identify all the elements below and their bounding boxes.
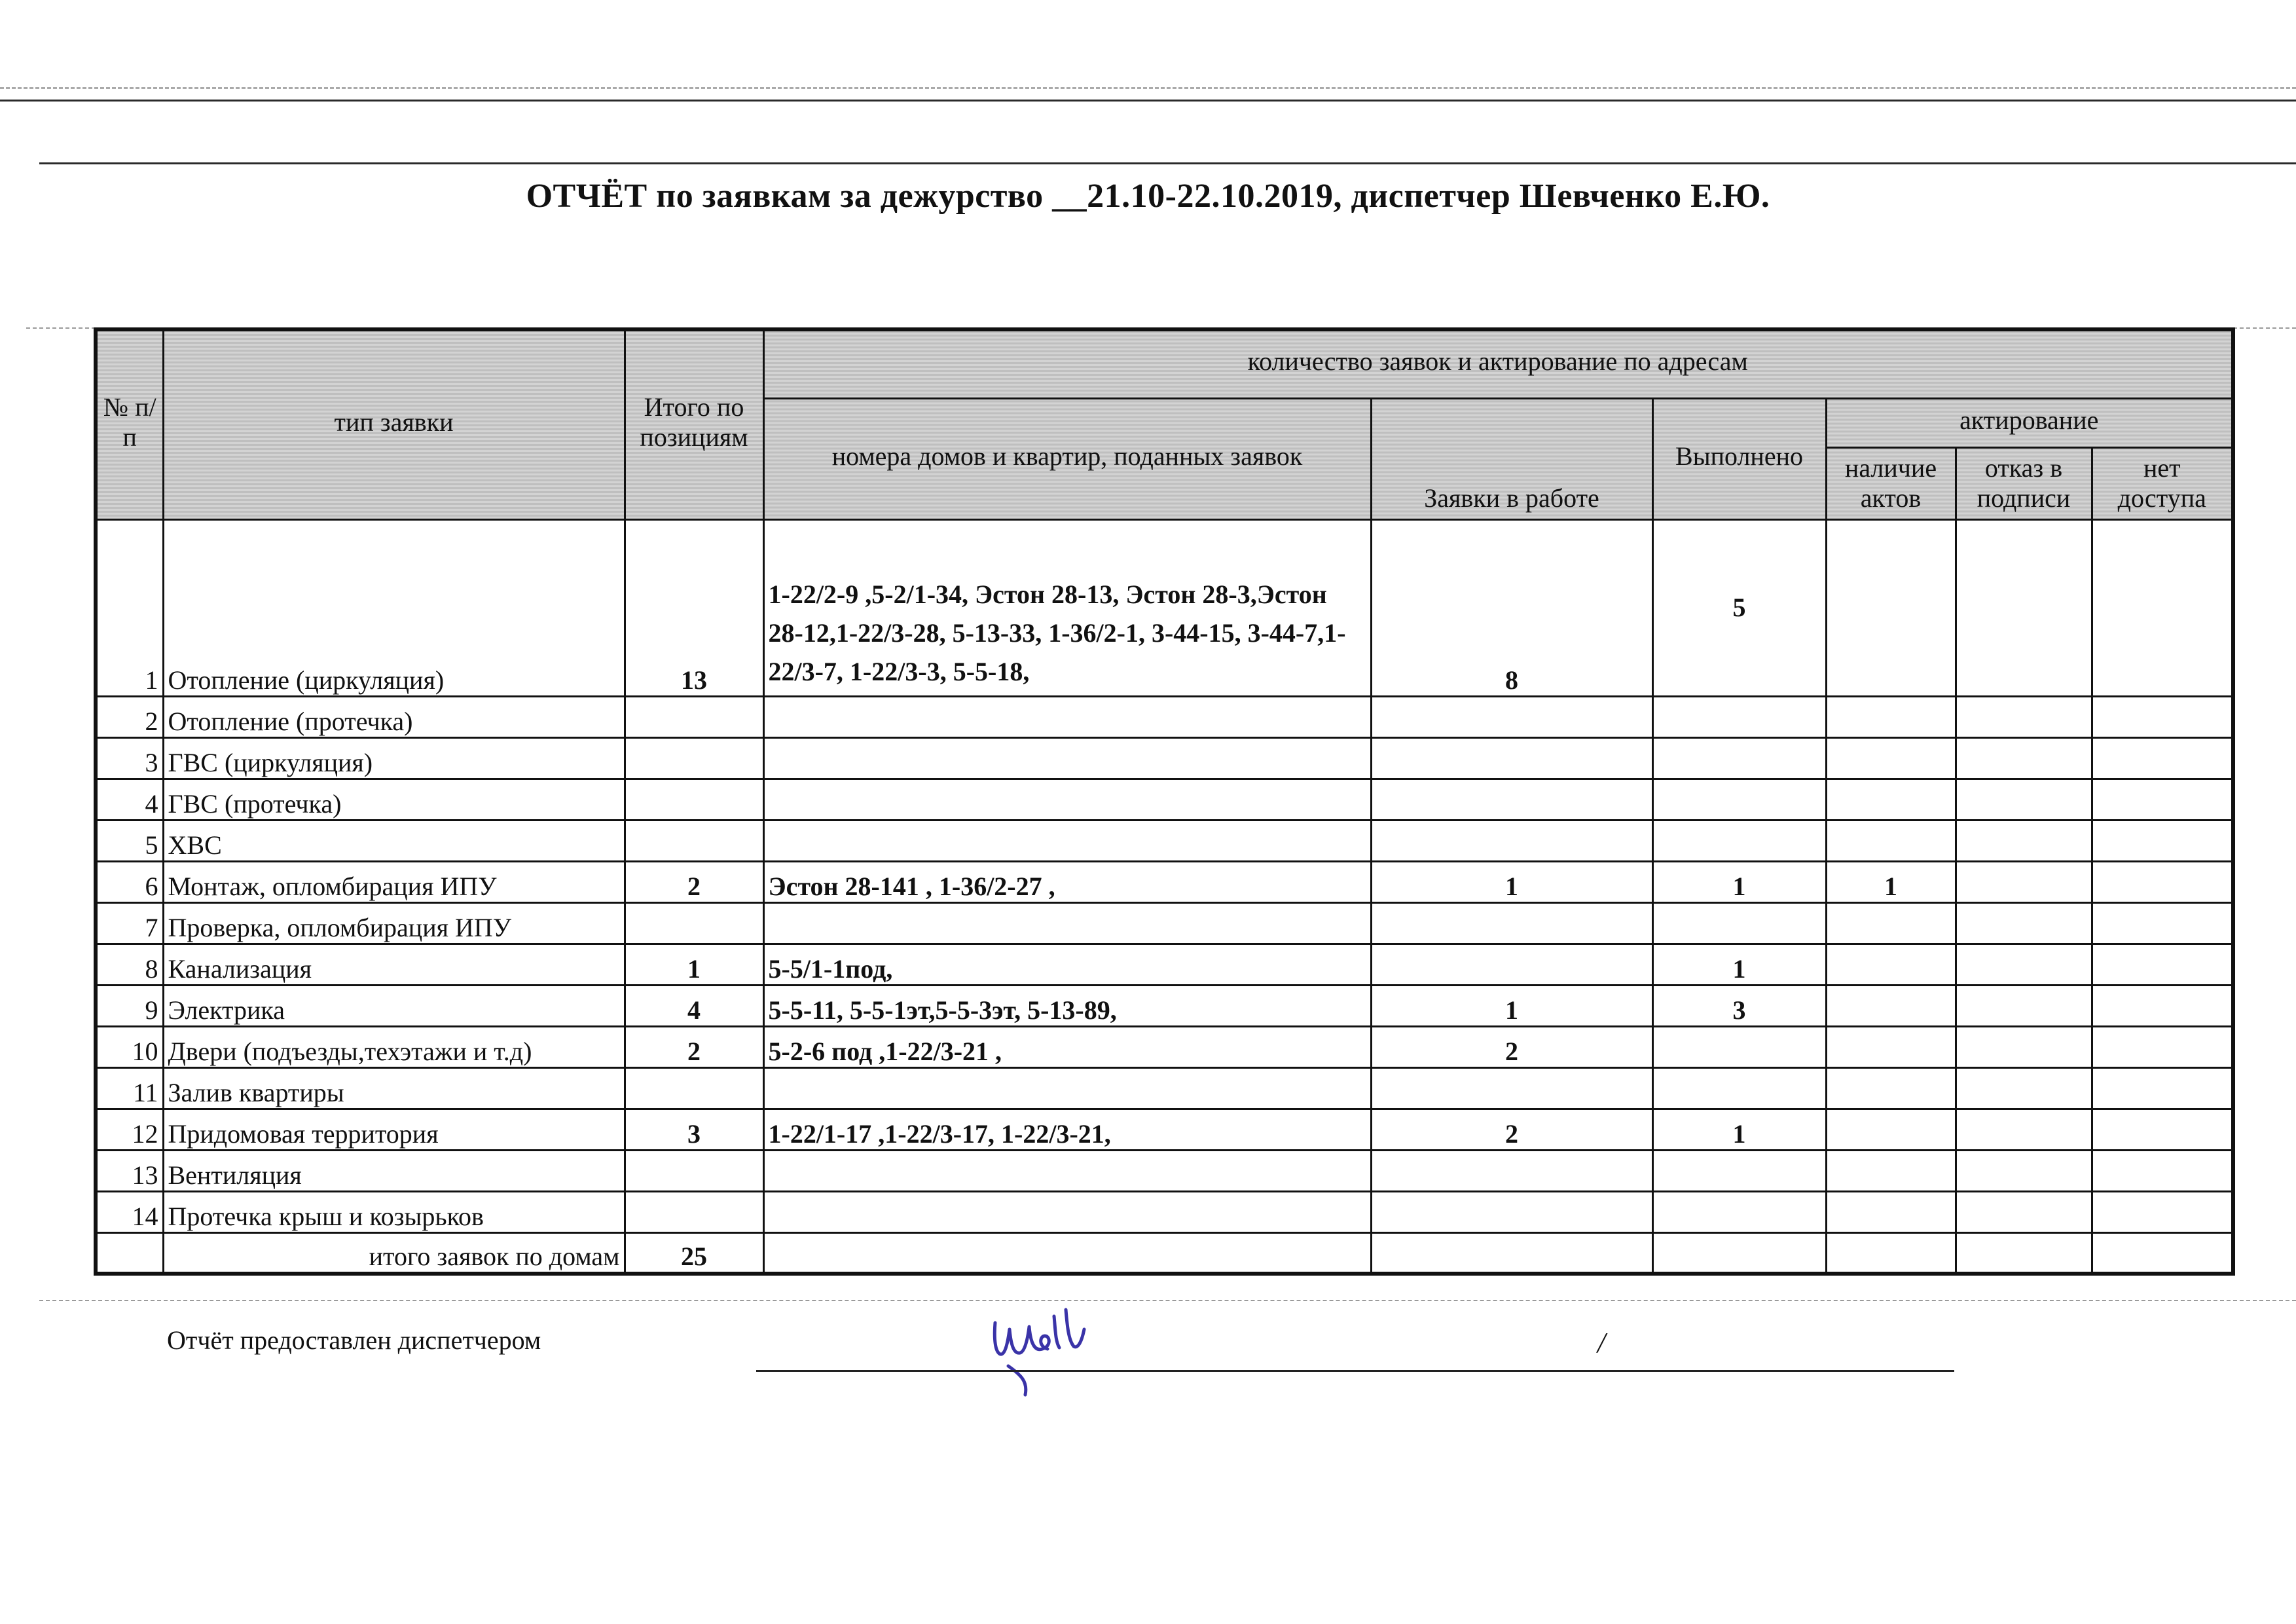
row-no-access <box>2092 737 2233 779</box>
table-row <box>96 1067 2233 1109</box>
row-total: 3 <box>625 1109 763 1150</box>
row-total <box>625 902 763 944</box>
row-num: 7 <box>96 902 163 944</box>
row-num: 9 <box>96 985 163 1026</box>
row-refusal <box>1956 820 2092 861</box>
row-no-access <box>2092 820 2233 861</box>
row-done <box>1652 1067 1826 1109</box>
row-done <box>1652 1150 1826 1191</box>
header-row <box>96 329 2233 398</box>
row-addresses: 5-5-11, 5-5-1эт,5-5-3эт, 5-13-89, <box>763 985 1371 1026</box>
row-refusal <box>1956 861 2092 902</box>
table-row <box>96 1191 2233 1232</box>
row-type: Вентиляция <box>163 1150 625 1191</box>
table-row <box>96 944 2233 985</box>
row-done <box>1652 696 1826 737</box>
row-in-work: 1 <box>1371 985 1652 1026</box>
row-acts <box>1826 1109 1956 1150</box>
row-refusal <box>1956 1109 2092 1150</box>
footer-label: Отчёт предоставлен диспетчером <box>167 1325 541 1355</box>
row-total <box>625 696 763 737</box>
summary-num <box>96 1232 163 1274</box>
row-total <box>625 737 763 779</box>
row-in-work <box>1371 1150 1652 1191</box>
row-type: Залив квартиры <box>163 1067 625 1109</box>
row-done <box>1652 1191 1826 1232</box>
header-num: № п/п <box>96 329 163 519</box>
row-type: Электрика <box>163 985 625 1026</box>
row-acts <box>1826 944 1956 985</box>
row-acts <box>1826 902 1956 944</box>
row-addresses <box>763 696 1371 737</box>
summary-refusal <box>1956 1232 2092 1274</box>
row-addresses <box>763 1150 1371 1191</box>
row-addresses <box>763 820 1371 861</box>
table-row <box>96 902 2233 944</box>
row-type: ГВС (циркуляция) <box>163 737 625 779</box>
row-refusal <box>1956 944 2092 985</box>
summary-acts <box>1826 1232 1956 1274</box>
summary-in-work <box>1371 1232 1652 1274</box>
row-in-work <box>1371 696 1652 737</box>
header-acts: наличие актов <box>1826 447 1956 519</box>
row-no-access <box>2092 779 2233 820</box>
row-in-work: 2 <box>1371 1109 1652 1150</box>
row-num: 4 <box>96 779 163 820</box>
row-addresses <box>763 1067 1371 1109</box>
table-row <box>96 1150 2233 1191</box>
row-acts <box>1826 820 1956 861</box>
row-acts <box>1826 1191 1956 1232</box>
row-done <box>1652 779 1826 820</box>
row-total <box>625 1067 763 1109</box>
scan-artifact-line <box>39 162 2296 164</box>
row-total: 4 <box>625 985 763 1026</box>
header-refusal: отказ в подписи <box>1956 447 2092 519</box>
table-row <box>96 1109 2233 1150</box>
signature-slash: / <box>1597 1327 1606 1359</box>
row-done <box>1652 820 1826 861</box>
row-in-work <box>1371 737 1652 779</box>
row-num: 13 <box>96 1150 163 1191</box>
table-row <box>96 779 2233 820</box>
row-type: ГВС (протечка) <box>163 779 625 820</box>
row-done: 3 <box>1652 985 1826 1026</box>
row-addresses: 5-5/1-1под, <box>763 944 1371 985</box>
row-no-access <box>2092 861 2233 902</box>
row-addresses: Эстон 28-141 , 1-36/2-27 , <box>763 861 1371 902</box>
row-num: 14 <box>96 1191 163 1232</box>
summary-row <box>96 1232 2233 1274</box>
row-addresses <box>763 1191 1371 1232</box>
row-in-work <box>1371 820 1652 861</box>
row-type: Придомовая территория <box>163 1109 625 1150</box>
row-addresses <box>763 737 1371 779</box>
row-no-access <box>2092 1026 2233 1067</box>
table-row <box>96 985 2233 1026</box>
header-addresses: номера домов и квартир, поданных заявок <box>763 398 1371 519</box>
row-refusal <box>1956 985 2092 1026</box>
row-num: 5 <box>96 820 163 861</box>
header-done: Выполнено <box>1652 398 1826 519</box>
row-acts <box>1826 1026 1956 1067</box>
row-addresses <box>763 779 1371 820</box>
report-table <box>94 327 2235 1276</box>
row-num: 2 <box>96 696 163 737</box>
row-num: 12 <box>96 1109 163 1150</box>
row-no-access <box>2092 1191 2233 1232</box>
table-row <box>96 737 2233 779</box>
row-acts <box>1826 519 1956 696</box>
row-done <box>1652 1026 1826 1067</box>
row-acts <box>1826 985 1956 1026</box>
row-total: 13 <box>625 519 763 696</box>
row-in-work <box>1371 944 1652 985</box>
row-total: 1 <box>625 944 763 985</box>
row-refusal <box>1956 737 2092 779</box>
row-done: 1 <box>1652 861 1826 902</box>
row-num: 3 <box>96 737 163 779</box>
page-title: ОТЧЁТ по заявкам за дежурство __21.10-22.10.2019, диспетчер Шевченко Е.Ю. <box>526 177 1770 215</box>
row-num: 8 <box>96 944 163 985</box>
row-acts <box>1826 779 1956 820</box>
row-no-access <box>2092 944 2233 985</box>
row-total <box>625 1150 763 1191</box>
row-num: 11 <box>96 1067 163 1109</box>
row-acts: 1 <box>1826 861 1956 902</box>
row-in-work: 2 <box>1371 1026 1652 1067</box>
scan-artifact-line <box>0 100 2296 101</box>
row-refusal <box>1956 1026 2092 1067</box>
row-refusal <box>1956 1067 2092 1109</box>
row-type: Отопление (протечка) <box>163 696 625 737</box>
signature-line <box>756 1370 1954 1372</box>
row-in-work <box>1371 1067 1652 1109</box>
row-refusal <box>1956 902 2092 944</box>
row-no-access <box>2092 1109 2233 1150</box>
scan-artifact-line <box>0 87 2296 89</box>
header-total: Итого по позициям <box>625 329 763 519</box>
row-refusal <box>1956 1150 2092 1191</box>
header-type: тип заявки <box>163 329 625 519</box>
row-type: Двери (подъезды,техэтажи и т.д) <box>163 1026 625 1067</box>
row-in-work: 1 <box>1371 861 1652 902</box>
row-addresses <box>763 902 1371 944</box>
row-addresses: 1-22/2-9 ,5-2/1-34, Эстон 28-13, Эстон 28-3,Эстон 28-12,1-22/3-28, 5-13-33, 1-36/2-1, 3-44-15, 3-44-7,1-22/3-7, 1-22/3-3, 5-5-18, <box>763 519 1371 696</box>
row-total: 2 <box>625 1026 763 1067</box>
header-in-work: Заявки в работе <box>1371 398 1652 519</box>
row-refusal <box>1956 779 2092 820</box>
row-done: 5 <box>1652 519 1826 696</box>
summary-total: 25 <box>625 1232 763 1274</box>
row-no-access <box>2092 1150 2233 1191</box>
signature-image <box>982 1303 1126 1401</box>
row-type: Канализация <box>163 944 625 985</box>
table-row <box>96 519 2233 696</box>
row-acts <box>1826 1067 1956 1109</box>
scan-artifact-line <box>39 1300 2296 1301</box>
header-acting: актирование <box>1826 398 2233 447</box>
row-no-access <box>2092 519 2233 696</box>
row-in-work <box>1371 1191 1652 1232</box>
row-done: 1 <box>1652 944 1826 985</box>
summary-addresses <box>763 1232 1371 1274</box>
row-total: 2 <box>625 861 763 902</box>
table-row <box>96 696 2233 737</box>
summary-label: итого заявок по домам <box>163 1232 625 1274</box>
row-no-access <box>2092 696 2233 737</box>
row-type: ХВС <box>163 820 625 861</box>
header-group: количество заявок и актирование по адресам <box>763 329 2233 398</box>
row-in-work: 8 <box>1371 519 1652 696</box>
row-addresses: 1-22/1-17 ,1-22/3-17, 1-22/3-21, <box>763 1109 1371 1150</box>
row-total <box>625 1191 763 1232</box>
row-type: Отопление (циркуляция) <box>163 519 625 696</box>
row-done <box>1652 737 1826 779</box>
row-total <box>625 820 763 861</box>
row-in-work <box>1371 779 1652 820</box>
row-acts <box>1826 696 1956 737</box>
row-acts <box>1826 1150 1956 1191</box>
row-no-access <box>2092 985 2233 1026</box>
row-num: 10 <box>96 1026 163 1067</box>
row-addresses: 5-2-6 под ,1-22/3-21 , <box>763 1026 1371 1067</box>
row-in-work <box>1371 902 1652 944</box>
row-refusal <box>1956 519 2092 696</box>
row-num: 1 <box>96 519 163 696</box>
row-no-access <box>2092 902 2233 944</box>
summary-done <box>1652 1232 1826 1274</box>
table-row <box>96 820 2233 861</box>
row-num: 6 <box>96 861 163 902</box>
row-type: Протечка крыш и козырьков <box>163 1191 625 1232</box>
summary-no-access <box>2092 1232 2233 1274</box>
row-no-access <box>2092 1067 2233 1109</box>
row-type: Монтаж, опломбирация ИПУ <box>163 861 625 902</box>
table-row <box>96 861 2233 902</box>
header-no-access: нет доступа <box>2092 447 2233 519</box>
row-acts <box>1826 737 1956 779</box>
row-done: 1 <box>1652 1109 1826 1150</box>
row-refusal <box>1956 696 2092 737</box>
row-total <box>625 779 763 820</box>
row-refusal <box>1956 1191 2092 1232</box>
row-type: Проверка, опломбирация ИПУ <box>163 902 625 944</box>
table-row <box>96 1026 2233 1067</box>
row-done <box>1652 902 1826 944</box>
